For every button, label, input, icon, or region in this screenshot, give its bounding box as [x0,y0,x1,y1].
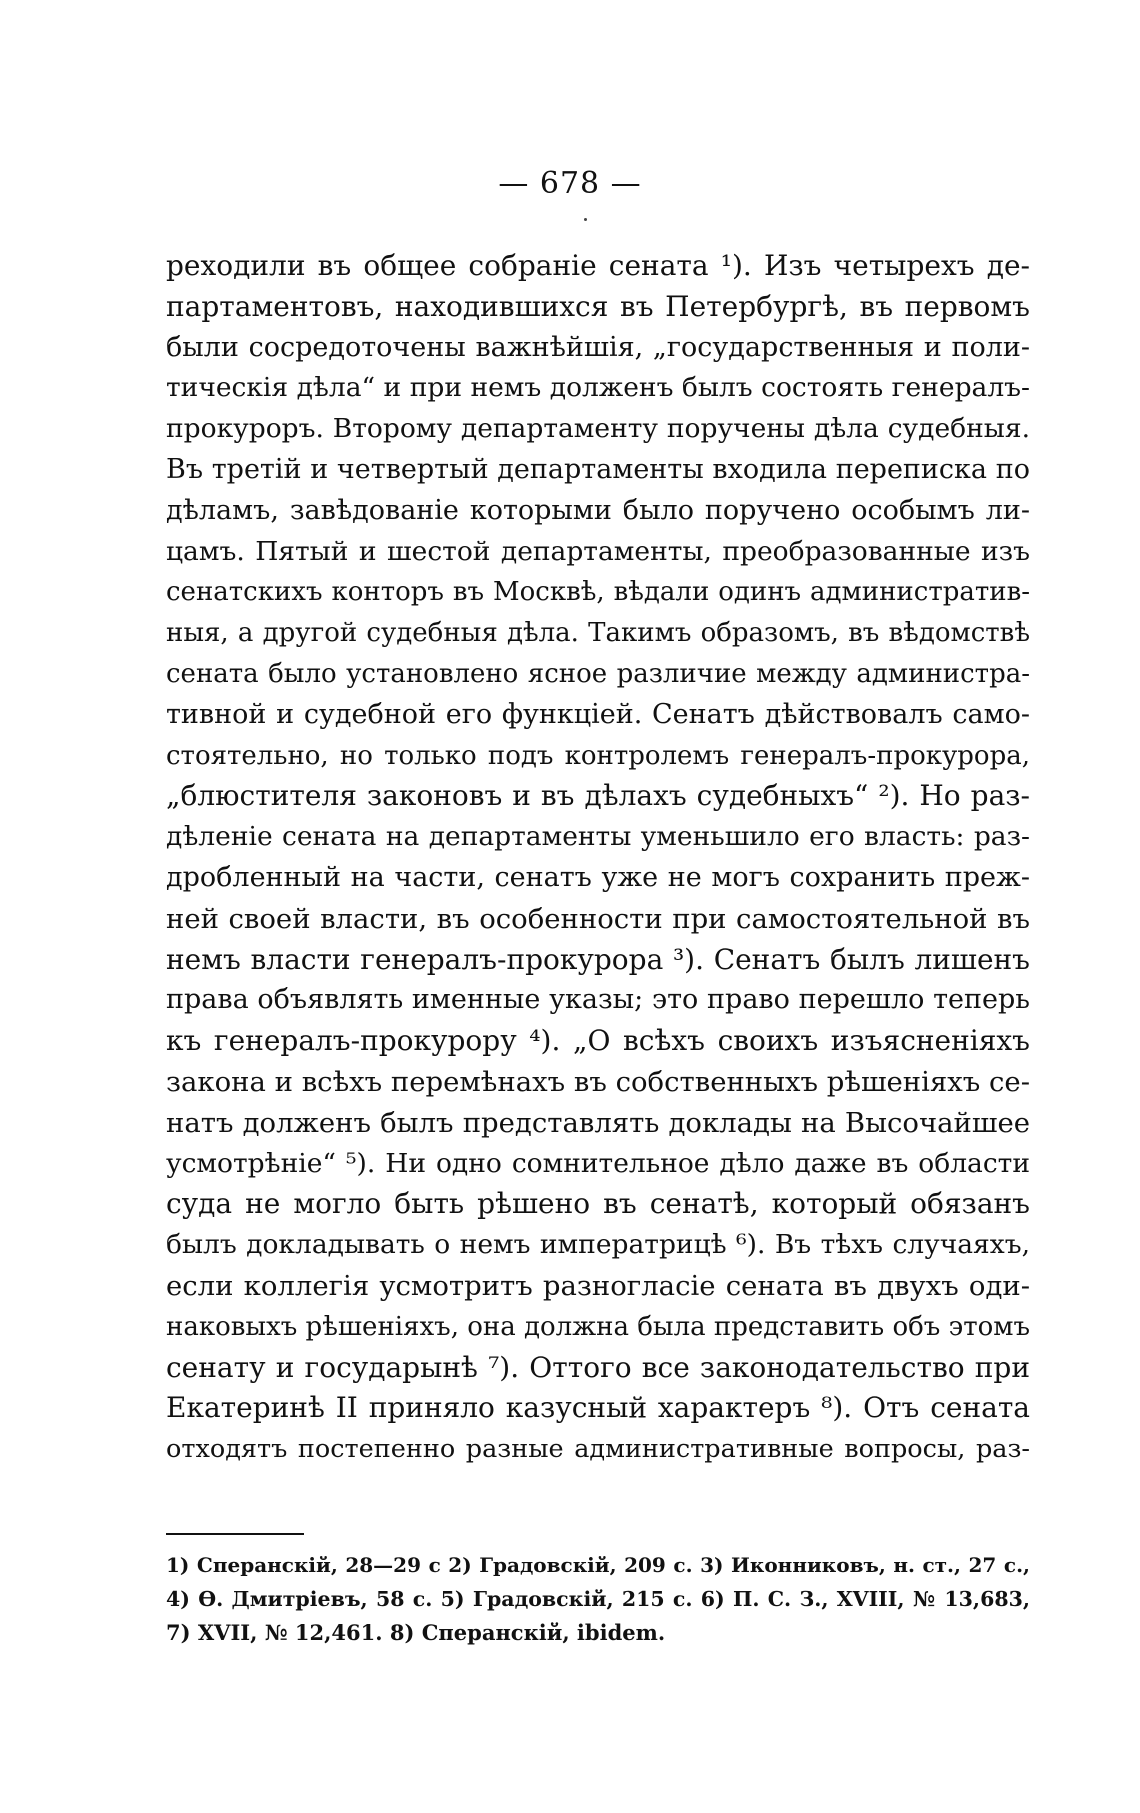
text-line: дѣламъ, завѣдованіе которыми было поручено особымъ ли- [166,494,1030,526]
text-line: суда не могло быть рѣшено въ сенатѣ, который обязанъ [166,1187,1030,1221]
text-line: партаментовъ, находившихся въ Петербургѣ, въ первомъ [166,289,1030,323]
text-line: стоятельно, но только подъ контролемъ генералъ-прокурора, [166,740,1030,771]
text-line: были сосредоточены важнѣйшія, „государственныя и поли- [166,331,1030,363]
text-line: права объявлять именные указы; это право перешло теперь [166,984,1030,1016]
text-line: Въ третій и четвертый департаменты входила переписка по [166,453,1030,485]
page-number: — 678 — [498,166,642,201]
footnote-separator [166,1533,304,1535]
text-line: отходятъ постепенно разные административные вопросы, раз- [166,1434,1030,1465]
text-line: сената было установлено ясное различие между администра- [166,658,1030,689]
body-text [166,246,1030,1470]
text-line: дробленный на части, сенатъ уже не могъ сохранить преж- [166,861,1030,893]
text-line: цамъ. Пятый и шестой департаменты, преобразованные изъ [166,535,1030,567]
footnotes [166,1548,1030,1650]
text-line: закона и всѣхъ перемѣнахъ въ собственныхъ рѣшеніяхъ се- [166,1065,1030,1098]
text-line: тическія дѣла“ и при немъ долженъ былъ состоять генералъ- [166,372,1030,404]
text-line: наковыхъ рѣшеніяхъ, она должна была представить объ этомъ [166,1311,1030,1342]
footnote-line: 1) Сперанскій, 28—29 с 2) Градовскій, 209 с. 3) Иконниковъ, н. ст., 27 с., [166,1553,1030,1577]
text-line: реходили въ общее собраніе сената ¹). Изъ четырехъ де- [166,249,1030,282]
text-line: немъ власти генералъ-прокурора ³). Сенатъ былъ лишенъ [166,942,1030,976]
text-line: усмотрѣніе“ ⁵). Ни одно сомнительное дѣло даже въ области [166,1147,1030,1179]
text-line: дѣленіе сената на департаменты уменьшило его власть: раз- [166,821,1030,853]
text-line: сенатскихъ конторъ въ Москвѣ, вѣдали одинъ административ- [166,577,1030,608]
print-speck [584,218,587,221]
footnote-line: 7) XVII, № 12,461. 8) Сперанскій, ibidem. [166,1620,666,1645]
text-line: Екатеринѣ II приняло казусный характеръ ⁸). Отъ сената [166,1391,1030,1425]
text-line: былъ докладывать о немъ императрицѣ ⁶). Въ тѣхъ случаяхъ, [166,1229,1030,1261]
text-line: „блюстителя законовъ и въ дѣлахъ судебныхъ“ ²). Но раз- [166,779,1030,813]
text-line: прокуроръ. Второму департаменту поручены дѣла судебныя. [166,413,1030,445]
text-line: тивной и судебной его функціей. Сенатъ дѣйствовалъ само- [166,698,1030,730]
text-line: если коллегія усмотритъ разногласіе сената въ двухъ оди- [166,1269,1030,1302]
text-line: ныя, а другой судебныя дѣла. Такимъ образомъ, въ вѣдомствѣ [166,618,1030,649]
text-line: къ генералъ-прокурору ⁴). „О всѣхъ своихъ изъясненіяхъ [166,1024,1030,1058]
footnote-line: 4) Ѳ. Дмитріевъ, 58 с. 5) Градовскій, 215 с. 6) П. С. З., XVIII, № 13,683, [166,1587,1030,1611]
text-line: сенату и государынѣ ⁷). Оттого все законодательство при [166,1350,1030,1384]
text-line: ней своей власти, въ особенности при самостоятельной въ [166,902,1030,935]
text-line: натъ долженъ былъ представлять доклады на Высочайшее [166,1106,1030,1139]
